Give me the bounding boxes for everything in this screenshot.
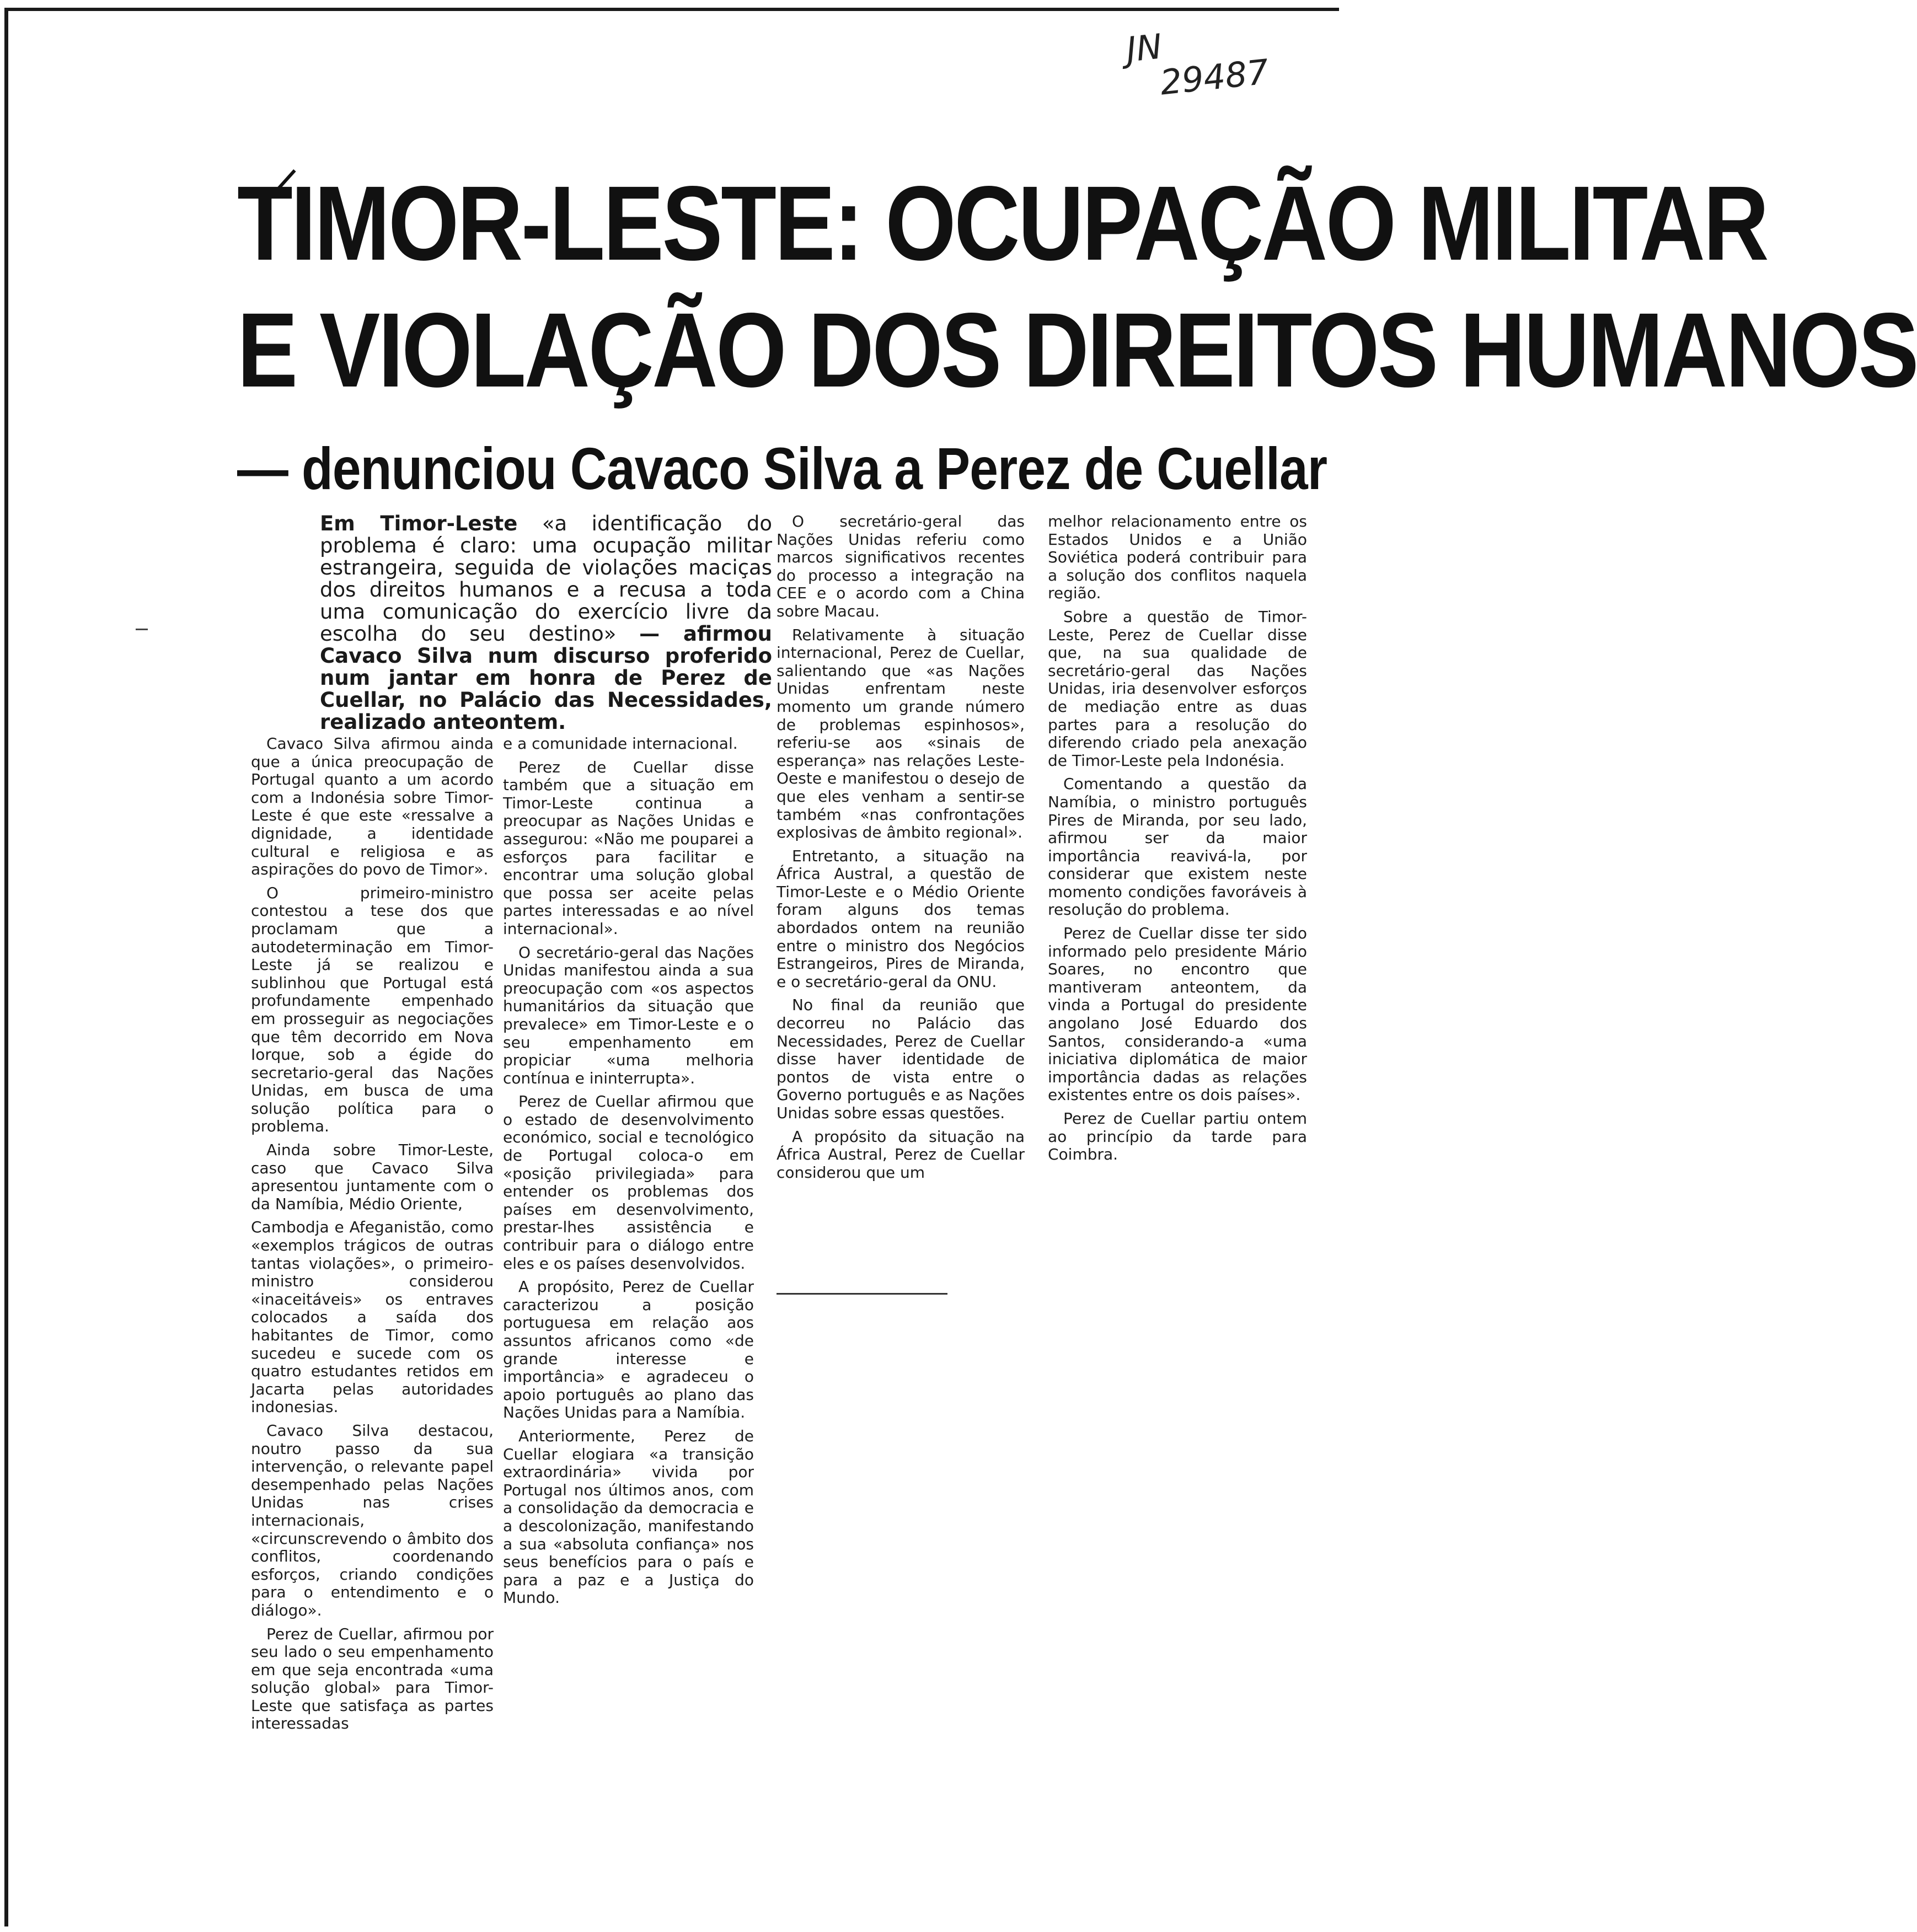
margin-mark <box>136 629 148 630</box>
lead-paragraph <box>320 513 772 733</box>
paragraph: No final da reunião que decorreu no Palácio das Necessidades, Perez de Cuellar disse haver identidade de pontos de vista entre o Governo português e as Nações Unidas sobre essas questões. <box>777 996 1025 1122</box>
paragraph: Ainda sobre Timor-Leste, caso que Cavaco Silva apresentou juntamente com o da Namíbia, Médio Oriente, <box>251 1141 494 1213</box>
paragraph: Cambodja e Afeganistão, como «exemplos trágicos de outras tantas violações», o primeiro-ministro considerou «inaceitáveis» os entraves colocados a saída dos habitantes de Timor, como sucedeu e sucede com os quatro estudantes retidos em Jacarta pelas autoridades indonesias. <box>251 1218 494 1416</box>
paragraph: A propósito, Perez de Cuellar caracterizou a posição portuguesa em relação aos assuntos africanos como «de grande interesse e importância» e agradeceu o apoio português ao plano das Nações Unidas para a Namíbia. <box>503 1278 754 1422</box>
paragraph: melhor relacionamento entre os Estados Unidos e a União Soviética poderá contribuir para a solução dos conflitos naquela região. <box>1048 512 1307 603</box>
lead-closing: — afirmou Cavaco Silva num discurso proferido num jantar em honra de Perez de Cuellar, no Palácio das Necessidades, realizado anteontem. <box>320 622 772 734</box>
handwritten-line-1: JN <box>1124 26 1164 70</box>
column-end-rule <box>777 1293 947 1295</box>
page-border-left <box>4 8 8 1926</box>
headline-line-1: TIMOR-LESTE: OCUPAÇÃO MILITAR <box>237 164 1768 282</box>
handwritten-line-2: 29487 <box>1158 51 1271 103</box>
article-column-2 <box>503 735 754 1613</box>
paragraph: Comentando a questão da Namíbia, o ministro português Pires de Miranda, por seu lado, afirmou ser da maior importância reavivá-la, por considerar que existem neste momento condições favoráveis à resolução do problema. <box>1048 775 1307 919</box>
page-border-top <box>4 8 1339 11</box>
paragraph: Sobre a questão de Timor-Leste, Perez de Cuellar disse que, na sua qualidade de secretário-geral das Nações Unidas, iria desenvolver esforços de mediação entre as duas partes para a resolução do diferendo criado pela anexação de Timor-Leste pela Indonésia. <box>1048 607 1307 770</box>
paragraph: Perez de Cuellar afirmou que o estado de desenvolvimento económico, social e tecnológico de Portugal coloca-o em «posição privilegiada» para entender os problemas dos países em desenvolvimento, prestar-lhes assistência e contribuir para o diálogo entre eles e os países desenvolvidos. <box>503 1092 754 1273</box>
paragraph: A propósito da situação na África Austral, Perez de Cuellar considerou que um <box>777 1127 1025 1182</box>
paragraph: Cavaco Silva destacou, noutro passo da sua intervenção, o relevante papel desempenhado pelas Nações Unidas nas crises internacionais, «circunscrevendo o âmbito dos conflitos, coordenando esforços, criando condições para o entendimento e o diálogo». <box>251 1421 494 1619</box>
paragraph: O primeiro-ministro contestou a tese dos que proclamam que a autodeterminação em Timor-Leste já se realizou e sublinhou que Portugal está profundamente empenhado em prosseguir as negociações que têm decorrido em Nova Iorque, sob a égide do secretario-geral das Nações Unidas, em busca de uma solução política para o problema. <box>251 883 494 1136</box>
lead-quote: «a identificação do problema é claro: uma ocupação militar estrangeira, seguida de violações maciças dos direitos humanos e a recusa a toda uma comunicação do exercício livre da escolha do seu destino» <box>320 512 772 646</box>
paragraph: Anteriormente, Perez de Cuellar elogiara «a transição extraordinária» vivida por Portugal nos últimos anos, com a consolidação da democracia e a descolonização, manifestando a sua «absoluta confiança» nos seus benefícios para o país e para a paz e a Justiça do Mundo. <box>503 1426 754 1607</box>
paragraph: O secretário-geral das Nações Unidas referiu como marcos significativos recentes do processo a integração na CEE e o acordo com a China sobre Macau. <box>777 512 1025 620</box>
article-column-4 <box>1048 513 1307 1169</box>
paragraph: Entretanto, a situação na África Austral, a questão de Timor-Leste e o Médio Oriente foram alguns dos temas abordados ontem na reunião entre o ministro dos Negócios Estrangeiros, Pires de Miranda, e o secretário-geral da ONU. <box>777 846 1025 991</box>
paragraph: O secretário-geral das Nações Unidas manifestou ainda a sua preocupação com «os aspectos humanitários da situação que prevalece» em Timor-Leste e o seu empenhamento em propiciar «uma melhoria contínua e ininterrupta». <box>503 943 754 1087</box>
paragraph: Perez de Cuellar, afirmou por seu lado o seu empenhamento em que seja encontrada «uma solução global» para Timor-Leste que satisfaça as partes interessadas <box>251 1624 494 1733</box>
headline-line-2: E VIOLAÇÃO DOS DIREITOS HUMANOS <box>237 291 1917 409</box>
headline-subtitle: — denunciou Cavaco Silva a Perez de Cuellar <box>237 435 1327 502</box>
paragraph: Perez de Cuellar disse ter sido informado pelo presidente Mário Soares, no encontro que mantiveram anteontem, da vinda a Portugal do presidente angolano José Eduardo dos Santos, considerando-a «uma iniciativa diplomática de maior importância dadas as relações existentes entre os dois países». <box>1048 924 1307 1104</box>
paragraph: Perez de Cuellar disse também que a situação em Timor-Leste continua a preocupar as Nações Unidas e assegurou: «Não me pouparei a esforços para facilitar e encontrar uma solução global que possa ser aceite pelas partes interessadas e ao nível internacional». <box>503 758 754 938</box>
article-column-1 <box>251 735 494 1738</box>
paragraph: e a comunidade internacional. <box>503 734 738 753</box>
article-column-3 <box>777 513 1025 1187</box>
paragraph: Relativamente à situação internacional, Perez de Cuellar, salientando que «as Nações Unidas enfrentam neste momento um grande número de problemas espinhosos», referiu-se aos «sinais de esperança» nas relações Leste-Oeste e manifestou o desejo de que eles venham a sentir-se também «nas confrontações explosivas de âmbito regional». <box>777 625 1025 842</box>
paragraph: Perez de Cuellar partiu ontem ao princípio da tarde para Coimbra. <box>1048 1109 1307 1164</box>
handwritten-archive-number <box>1125 15 1297 105</box>
paragraph: Cavaco Silva afirmou ainda que a única preocupação de Portugal quanto a um acordo com a Indonésia sobre Timor-Leste é que este «ressalve a dignidade, a identidade cultural e religiosa e as aspirações do povo de Timor». <box>251 734 494 879</box>
lead-in: Em Timor-Leste <box>320 512 518 535</box>
